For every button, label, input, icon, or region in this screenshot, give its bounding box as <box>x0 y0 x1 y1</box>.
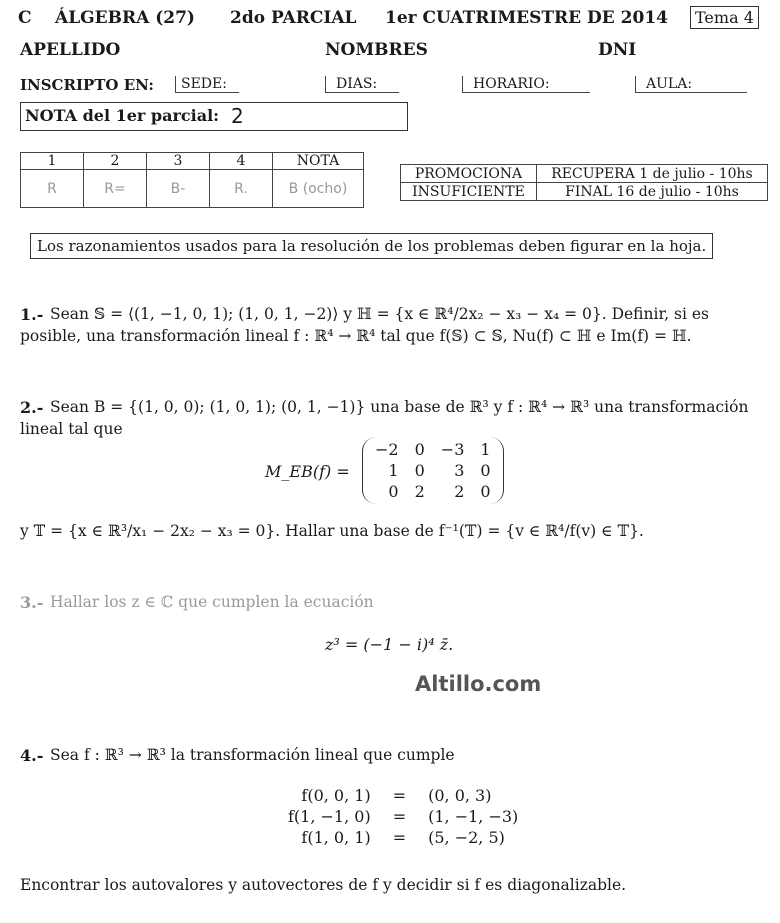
final: FINAL 16 de julio - 10hs <box>537 183 768 201</box>
matrix-cell: 1 <box>388 461 399 480</box>
matrix-cell: 3 <box>454 461 465 480</box>
promociona: PROMOCIONA <box>401 165 537 183</box>
insuficiente: INSUFICIENTE <box>401 183 537 201</box>
problem-1-text: Sean 𝕊 = ⟨(1, −1, 0, 1); (1, 0, 1, −2)⟩ y ℍ = {x ∈ ℝ⁴/2x₂ − x₃ − x₄ = 0}. Definir, si es <box>50 305 709 323</box>
grade-header: NOTA <box>273 153 364 170</box>
problem-2-number: 2.- <box>20 398 44 417</box>
problem-3-number: 3.- <box>20 593 44 612</box>
horario-field[interactable]: HORARIO: <box>462 76 590 93</box>
grades-table <box>20 152 364 208</box>
eq-rhs: (0, 0, 3) <box>428 786 492 805</box>
nota-primer-parcial-box <box>20 102 408 131</box>
dias-field[interactable]: DIAS: <box>325 76 399 93</box>
grade-value: R. <box>210 170 273 208</box>
eq-lhs: f(1, 0, 1) <box>301 828 371 847</box>
matrix-cell: −3 <box>440 440 465 459</box>
matrix-cell: 0 <box>414 440 425 459</box>
grade-value: B- <box>147 170 210 208</box>
nota-label: NOTA del 1er parcial: <box>25 106 220 125</box>
matrix-cell: 0 <box>388 482 399 501</box>
nombres-label: NOMBRES <box>325 40 428 60</box>
recupera: RECUPERA 1 de julio - 10hs <box>537 165 768 183</box>
matrix-cell: 0 <box>414 461 425 480</box>
grade-value: B (ocho) <box>273 170 364 208</box>
problem-1-number: 1.- <box>20 305 44 324</box>
matrix-cell: 2 <box>454 482 465 501</box>
grade-header: 1 <box>21 153 84 170</box>
apellido-label: APELLIDO <box>20 40 121 60</box>
matrix-cell: −2 <box>375 440 399 459</box>
problem-3-text: Hallar los z ∈ ℂ que cumplen la ecuación <box>50 593 374 611</box>
problem-4-equations <box>280 785 526 848</box>
notice-box: Los razonamientos usados para la resolución de los problemas deben figurar en la hoja. <box>30 233 713 259</box>
course-letter: C <box>18 8 32 28</box>
nota-value: 2 <box>231 104 244 128</box>
matrix-cell: 0 <box>480 482 491 501</box>
eq-sign: = <box>392 828 407 847</box>
problem-4-text: Encontrar los autovalores y autovectores de f y decidir si f es diagonalizable. <box>20 876 627 894</box>
problem-2-text: lineal tal que <box>20 420 123 438</box>
status-table <box>400 164 768 201</box>
inscripto-label: INSCRIPTO EN: <box>20 76 154 94</box>
grade-header: 4 <box>210 153 273 170</box>
eq-rhs: (5, −2, 5) <box>428 828 505 847</box>
course-title: ÁLGEBRA (27) <box>55 8 195 28</box>
tema-box: Tema 4 <box>690 6 759 29</box>
problem-4-text: Sea f : ℝ³ → ℝ³ la transformación lineal que cumple <box>50 746 455 764</box>
exam-name: 2do PARCIAL <box>230 8 357 28</box>
problem-1-text: posible, una transformación lineal f : ℝ⁴ → ℝ⁴ tal que f(𝕊) ⊂ 𝕊, Nu(f) ⊂ ℍ e Im(f) = ℍ. <box>20 327 692 345</box>
matrix-cell: 1 <box>480 440 491 459</box>
eq-lhs: f(0, 0, 1) <box>301 786 371 805</box>
aula-field[interactable]: AULA: <box>635 76 747 93</box>
problem-3-equation: z³ = (−1 − i)⁴ z̄. <box>325 635 454 654</box>
sede-field[interactable]: SEDE: <box>175 76 239 93</box>
problem-2-text: y 𝕋 = {x ∈ ℝ³/x₁ − 2x₂ − x₃ = 0}. Hallar una base de f⁻¹(𝕋) = {v ∈ ℝ⁴/f(v) ∈ 𝕋}. <box>20 522 644 540</box>
matrix-cell: 2 <box>414 482 425 501</box>
problem-2-text: Sean B = {(1, 0, 0); (1, 0, 1); (0, 1, −1)} una base de ℝ³ y f : ℝ⁴ → ℝ³ una transformación <box>50 398 749 416</box>
grade-header: 2 <box>84 153 147 170</box>
watermark-logo: Altillo.com <box>415 672 542 696</box>
matrix-cell: 0 <box>480 461 491 480</box>
eq-lhs: f(1, −1, 0) <box>288 807 371 826</box>
grade-value: R= <box>84 170 147 208</box>
dni-label: DNI <box>598 40 637 60</box>
grade-header: 3 <box>147 153 210 170</box>
matrix-label: M_EB(f) = <box>265 462 350 481</box>
matrix <box>362 437 504 504</box>
eq-rhs: (1, −1, −3) <box>428 807 519 826</box>
eq-sign: = <box>392 786 407 805</box>
term: 1er CUATRIMESTRE DE 2014 <box>385 8 668 28</box>
problem-4-number: 4.- <box>20 746 44 765</box>
grade-value: R <box>21 170 84 208</box>
eq-sign: = <box>392 807 407 826</box>
